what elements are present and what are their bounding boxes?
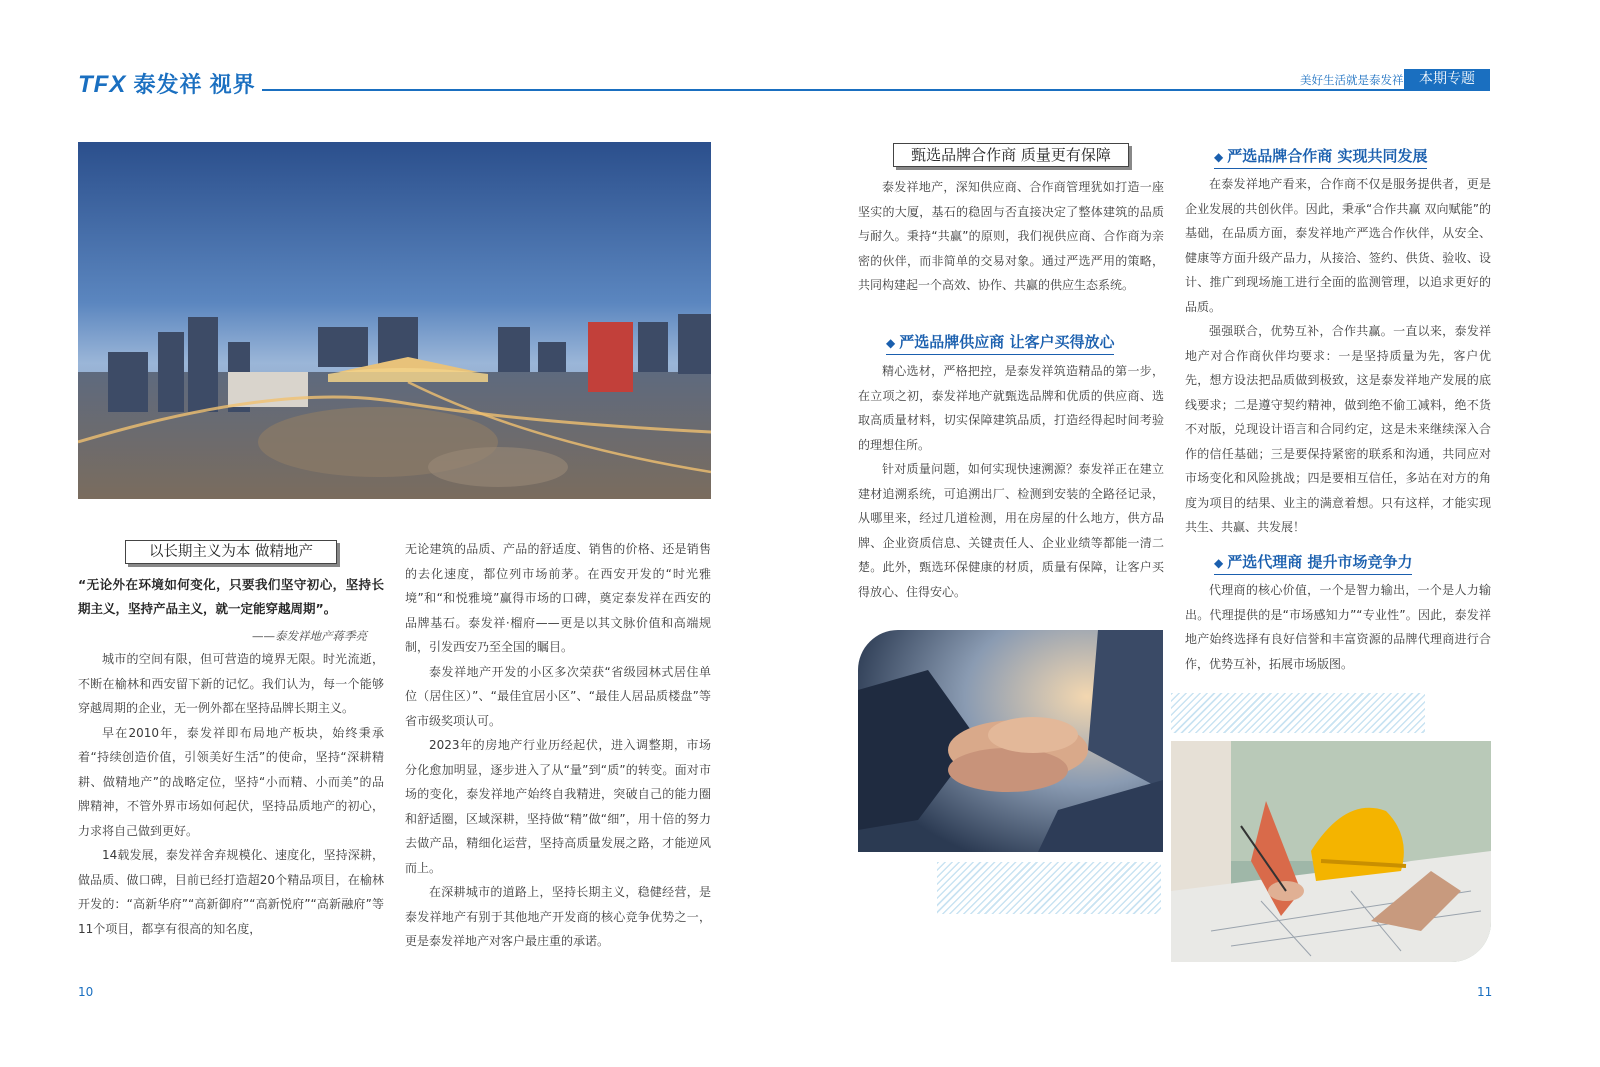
page-number-left: 10: [78, 985, 94, 999]
blueprint-photo: [1171, 741, 1491, 962]
right-section-title: 甄选品牌合作商 质量更有保障: [893, 143, 1129, 167]
subheading-label: 严选品牌合作商 实现共同发展: [1227, 147, 1428, 165]
city-skyline-photo: [78, 142, 711, 499]
paragraph: 精心选材，严格把控，是泰发祥筑造精品的第一步，在立项之初，泰发祥地产就甄选品牌和优质的供应商、选取高质量材料，切实保障建筑品质，打造经得起时间考验的理想住所。: [858, 364, 1164, 452]
brand-logo-tfx: TFX: [78, 71, 127, 98]
right-column-2: [1185, 172, 1491, 540]
paragraph: 城市的空间有限，但可营造的境界无限。时光流逝，不断在榆林和西安留下新的记忆。我们认为，每一个能够穿越周期的企业，无一例外都在坚持品牌长期主义。: [78, 652, 384, 715]
quote-attribution: ——泰发祥地产蒋季亮: [252, 629, 367, 643]
paragraph: 14载发展，泰发祥舍弃规模化、速度化，坚持深耕，做品质、做口碑，目前已经打造超20个精品项目，在榆林开发的：“高新华府”“高新御府”“高新悦府”“高新融府”等11个项目，都享有很高的知名度，: [78, 848, 384, 936]
paragraph: 代理商的核心价值，一个是智力输出，一个是人力输出。代理提供的是“市场感知力”“专业性”。因此，泰发祥地产始终选择有良好信誉和丰富资源的品牌代理商进行合作，优势互补，拓展市场版图。: [1185, 583, 1491, 671]
subheading-label: 严选品牌供应商 让客户买得放心: [899, 333, 1115, 351]
left-section-title: 以长期主义为本 做精地产: [125, 540, 337, 564]
left-column-1: [78, 647, 384, 941]
subheading-suppliers: [886, 331, 1114, 355]
section-tag: 本期专题: [1404, 69, 1490, 90]
brand-logo: [78, 68, 256, 99]
page-number-right: 11: [1477, 985, 1493, 999]
paragraph: 泰发祥地产，深知供应商、合作商管理犹如打造一座坚实的大厦，基石的稳固与否直接决定了整体建筑的品质与耐久。秉持“共赢”的原则，我们视供应商、合作商为亲密的伙伴，而非简单的交易对象。通过严选严用的策略，共同构建起一个高效、协作、共赢的供应生态系统。: [858, 180, 1164, 292]
paragraph: 针对质量问题，如何实现快速溯源？泰发祥正在建立建材追溯系统，可追溯出厂、检测到安装的全路径记录，从哪里来，经过几道检测，用在房屋的什么地方，供方品牌、企业资质信息、关键责任人、企业业绩等都能一清二楚。此外，甄选环保健康的材质，质量有保障，让客户买得放心、住得安心。: [858, 462, 1164, 599]
right-column-1b: [858, 359, 1164, 604]
handshake-photo: [858, 630, 1163, 852]
paragraph: 在泰发祥地产看来，合作商不仅是服务提供者，更是企业发展的共创伙伴。因此，秉承“合作共赢 双向赋能”的基础，在品质方面，泰发祥地产严选合作伙伴，从安全、健康等方面升级产品力，从接洽、签约、供货、验收、设计、推广到现场施工进行全面的监测管理，以追求更好的品质。: [1185, 177, 1491, 314]
subheading-partners: [1214, 145, 1427, 169]
right-column-2b: [1185, 578, 1491, 676]
left-column-2: [405, 537, 711, 954]
decorative-hatch-2: [1171, 693, 1425, 733]
header-rule: [262, 89, 1490, 91]
diamond-icon: ◆: [1214, 556, 1224, 570]
subheading-agents: [1214, 551, 1412, 575]
right-column-1: [858, 175, 1164, 298]
paragraph: 在深耕城市的道路上，坚持长期主义，稳健经营，是泰发祥地产有别于其他地产开发商的核心竞争优势之一，更是泰发祥地产对客户最庄重的承诺。: [405, 885, 711, 948]
paragraph: 无论建筑的品质、产品的舒适度、销售的价格、还是销售的去化速度，都位列市场前茅。在西安开发的“时光雅境”和“和悦雅境”赢得市场的口碑，奠定泰发祥在西安的品牌基石。泰发祥·榴府——更是以其文脉价值和高端规制，引发西安乃至全国的瞩目。: [405, 542, 711, 654]
brand-logo-vision: 视界: [209, 72, 256, 97]
pull-quote: “无论外在环境如何变化，只要我们坚守初心，坚持长期主义，坚持产品主义，就一定能穿越周期”。: [78, 577, 384, 616]
header-slogan: 美好生活就是泰发祥: [1300, 73, 1404, 87]
subheading-label: 严选代理商 提升市场竞争力: [1227, 553, 1413, 571]
diamond-icon: ◆: [1214, 150, 1224, 164]
paragraph: 早在2010年，泰发祥即布局地产板块，始终秉承着“持续创造价值，引领美好生活”的使命，坚持“深耕精耕、做精地产”的战略定位，坚持“小而精、小而美”的品牌精神，不管外界市场如何起伏，坚持品质地产的初心，力求将自己做到更好。: [78, 725, 384, 838]
paragraph: 2023年的房地产行业历经起伏，进入调整期，市场分化愈加明显，逐步进入了从“量”到“质”的转变。面对市场的变化，泰发祥地产始终自我精进，突破自己的能力圈和舒适圈，区域深耕，坚持做“精”做“细”，用十倍的努力去做产品，精细化运营，坚持高质量发展之路，才能逆风而上。: [405, 738, 711, 875]
brand-logo-cn: 泰发祥: [133, 72, 203, 97]
decorative-hatch-1: [937, 862, 1161, 914]
paragraph: 强强联合，优势互补，合作共赢。一直以来，泰发祥地产对合作商伙伴均要求：一是坚持质量为先，客户优先，想方设法把品质做到极致，这是泰发祥地产发展的底线要求；二是遵守契约精神，做到绝不偷工减料，绝不货不对版，兑现设计语言和合同约定，这是未来继续深入合作的信任基础；三是要保持紧密的联系和沟通，共同应对市场变化和风险挑战；四是要相互信任，多站在对方的角度为项目的结果、业主的满意着想。只有这样，才能实现共生、共赢、共发展！: [1185, 324, 1491, 534]
diamond-icon: ◆: [886, 336, 896, 350]
paragraph: 泰发祥地产开发的小区多次荣获“省级园林式居住单位（居住区）”、“最佳宜居小区”、“最佳人居品质楼盘”等省市级奖项认可。: [405, 664, 711, 728]
